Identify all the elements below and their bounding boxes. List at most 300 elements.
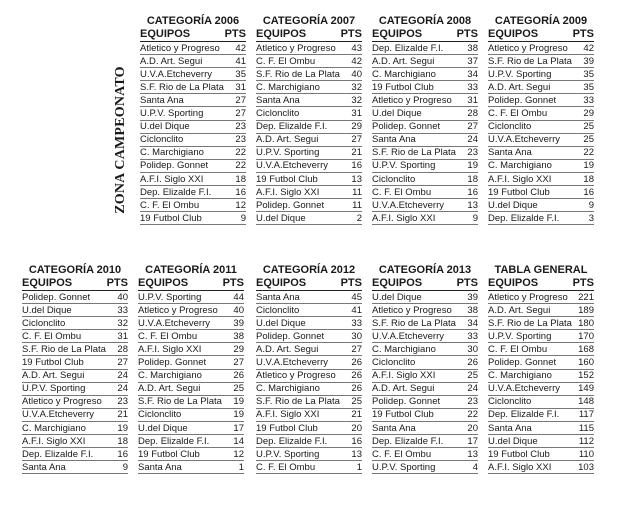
- team-name: U.V.A.Etcheverry: [372, 330, 444, 342]
- team-name: U.P.V. Sporting: [140, 108, 204, 120]
- team-name: Santa Ana: [140, 94, 184, 106]
- table-row: [488, 160, 594, 173]
- table-row: [488, 461, 594, 474]
- team-points: 21: [351, 147, 362, 159]
- team-name: S.F. Rio de La Plata: [372, 147, 456, 159]
- table-row: [256, 448, 362, 461]
- team-points: 19: [233, 396, 244, 408]
- team-name: A.D. Art. Segui: [140, 55, 203, 67]
- team-points: 22: [467, 409, 478, 421]
- table-row: [22, 409, 128, 422]
- team-name: A.F.I. Siglo XXI: [256, 186, 320, 198]
- team-points: 22: [235, 160, 246, 172]
- table-row: [138, 461, 244, 474]
- team-points: 18: [235, 173, 246, 185]
- team-points: 38: [467, 42, 478, 54]
- team-points: 29: [351, 121, 362, 133]
- table-row: [488, 134, 594, 147]
- team-name: Ciclonclito: [256, 304, 300, 316]
- team-points: 103: [578, 461, 594, 473]
- table-row: [488, 356, 594, 369]
- team-name: Santa Ana: [22, 461, 66, 473]
- team-points: 19: [117, 422, 128, 434]
- team-points: 40: [233, 304, 244, 316]
- team-points: 33: [351, 317, 362, 329]
- team-points: 12: [233, 448, 244, 460]
- team-name: U.del Dique: [488, 199, 538, 211]
- table-title: TABLA GENERAL: [494, 264, 588, 276]
- team-name: Dep. Elizalde F.I.: [256, 435, 328, 447]
- team-points: 32: [351, 81, 362, 93]
- table-header: [138, 277, 244, 291]
- team-name: U.P.V. Sporting: [138, 291, 202, 303]
- table-row: [140, 134, 246, 147]
- table-row: [140, 94, 246, 107]
- table-row: [140, 81, 246, 94]
- team-points: 16: [235, 186, 246, 198]
- team-points: 19: [583, 160, 594, 172]
- table-row: [372, 68, 478, 81]
- table-row: [488, 107, 594, 120]
- table-row: [256, 330, 362, 343]
- table-row: [488, 42, 594, 55]
- team-points: 9: [240, 212, 246, 224]
- table-header: [488, 28, 594, 42]
- team-points: 31: [235, 81, 246, 93]
- team-points: 25: [583, 121, 594, 133]
- team-points: 34: [467, 68, 478, 80]
- team-name: 19 Futbol Club: [372, 409, 434, 421]
- team-name: Polidep. Gonnet: [488, 94, 557, 106]
- table-row: [22, 330, 128, 343]
- table-row: [256, 343, 362, 356]
- team-name: U.P.V. Sporting: [372, 461, 436, 473]
- team-points: 16: [117, 448, 128, 460]
- team-points: 180: [578, 317, 594, 329]
- table-row: [256, 173, 362, 186]
- team-points: 21: [351, 409, 362, 421]
- table-row: [372, 435, 478, 448]
- team-points: 16: [467, 186, 478, 198]
- table-row: [22, 435, 128, 448]
- team-name: U.V.A.Etcheverry: [140, 68, 212, 80]
- team-name: 19 Futbol Club: [22, 357, 84, 369]
- table-row: [22, 383, 128, 396]
- team-name: U.V.A.Etcheverry: [22, 409, 94, 421]
- table-row: [140, 147, 246, 160]
- team-points: 13: [467, 448, 478, 460]
- team-points: 33: [467, 330, 478, 342]
- team-points: 43: [351, 42, 362, 54]
- team-points: 42: [351, 55, 362, 67]
- team-points: 35: [583, 68, 594, 80]
- table-row: [22, 448, 128, 461]
- table-row: [488, 383, 594, 396]
- table-header: [22, 277, 128, 291]
- team-points: 189: [578, 304, 594, 316]
- team-name: C. F. El Ombu: [488, 108, 548, 120]
- team-points: 23: [235, 134, 246, 146]
- team-points: 117: [578, 409, 594, 421]
- team-points: 13: [351, 173, 362, 185]
- team-name: U.del Dique: [22, 304, 72, 316]
- table-row: [140, 107, 246, 120]
- table-row: [372, 121, 478, 134]
- team-name: 19 Futbol Club: [140, 212, 202, 224]
- team-points: 31: [117, 330, 128, 342]
- team-points: 21: [117, 409, 128, 421]
- team-name: U.P.V. Sporting: [22, 383, 86, 395]
- team-name: Santa Ana: [488, 422, 532, 434]
- table-row: [372, 304, 478, 317]
- table-row: [488, 212, 594, 225]
- table-row: [372, 212, 478, 225]
- points-column-header: PTS: [340, 277, 362, 289]
- team-points: 41: [351, 304, 362, 316]
- table-row: [256, 199, 362, 212]
- table-row: [256, 212, 362, 225]
- table-row: [138, 435, 244, 448]
- table-row: [372, 356, 478, 369]
- team-name: C. F. El Ombu: [22, 330, 82, 342]
- team-name: U.del Dique: [256, 317, 306, 329]
- team-column-header: EQUIPOS: [256, 277, 307, 289]
- table-row: [256, 160, 362, 173]
- team-points: 22: [583, 147, 594, 159]
- team-name: Dep. Elizalde F.I.: [488, 212, 560, 224]
- team-points: 26: [467, 357, 478, 369]
- team-name: Dep. Elizalde F.I.: [256, 121, 328, 133]
- table-row: [256, 68, 362, 81]
- team-name: C. Marchigiano: [140, 147, 204, 159]
- team-points: 27: [235, 108, 246, 120]
- team-points: 31: [467, 94, 478, 106]
- team-name: Ciclonclito: [488, 121, 532, 133]
- team-points: 16: [583, 186, 594, 198]
- zona-campeonato-text: ZONA CAMPEONATO: [113, 66, 129, 214]
- team-name: Dep. Elizalde F.I.: [140, 186, 212, 198]
- table-row: [138, 409, 244, 422]
- team-points: 17: [467, 435, 478, 447]
- table-row: [256, 55, 362, 68]
- team-points: 33: [583, 94, 594, 106]
- table-row: [488, 173, 594, 186]
- table-title: CATEGORÍA 2006: [146, 15, 240, 27]
- team-name: U.del Dique: [488, 435, 538, 447]
- team-points: 27: [235, 94, 246, 106]
- team-name: U.P.V. Sporting: [488, 68, 552, 80]
- table-row: [372, 317, 478, 330]
- team-name: C. Marchigiano: [372, 343, 436, 355]
- team-name: Santa Ana: [488, 147, 532, 159]
- team-points: 38: [233, 330, 244, 342]
- table-row: [488, 147, 594, 160]
- table-row: [488, 396, 594, 409]
- team-points: 44: [233, 291, 244, 303]
- team-points: 14: [233, 435, 244, 447]
- team-name: A.D. Art. Segui: [372, 383, 435, 395]
- team-points: 20: [351, 422, 362, 434]
- team-column-header: EQUIPOS: [372, 277, 423, 289]
- team-points: 1: [356, 461, 362, 473]
- team-points: 34: [467, 317, 478, 329]
- team-name: U.del Dique: [140, 121, 190, 133]
- team-points: 27: [351, 134, 362, 146]
- table-row: [372, 134, 478, 147]
- team-name: Santa Ana: [256, 94, 300, 106]
- table-row: [140, 212, 246, 225]
- team-points: 33: [467, 81, 478, 93]
- table-title: CATEGORÍA 2013: [378, 264, 472, 276]
- team-points: 30: [351, 330, 362, 342]
- table-row: [372, 370, 478, 383]
- team-points: 24: [117, 370, 128, 382]
- points-column-header: PTS: [572, 277, 594, 289]
- team-points: 25: [233, 383, 244, 395]
- team-name: C. F. El Ombu: [256, 461, 316, 473]
- team-name: C. Marchigiano: [22, 422, 86, 434]
- team-points: 26: [351, 370, 362, 382]
- team-name: A.D. Art. Segui: [372, 55, 435, 67]
- team-name: A.D. Art. Segui: [488, 304, 551, 316]
- team-points: 40: [117, 291, 128, 303]
- table-row: [256, 409, 362, 422]
- table-row: [488, 291, 594, 304]
- team-points: 35: [235, 68, 246, 80]
- table-row: [488, 435, 594, 448]
- team-points: 26: [351, 383, 362, 395]
- team-name: Ciclonclito: [488, 396, 532, 408]
- team-name: A.F.I. Siglo XXI: [488, 173, 552, 185]
- team-name: C. F. El Ombu: [140, 199, 200, 211]
- team-name: Dep. Elizalde F.I.: [372, 42, 444, 54]
- team-name: S.F. Rio de La Plata: [372, 317, 456, 329]
- team-points: 23: [235, 121, 246, 133]
- team-name: 19 Futbol Club: [372, 81, 434, 93]
- team-points: 31: [351, 108, 362, 120]
- team-name: Polidep. Gonnet: [488, 357, 557, 369]
- team-name: S.F. Rio de La Plata: [140, 81, 224, 93]
- points-column-header: PTS: [222, 277, 244, 289]
- table-title: CATEGORÍA 2009: [494, 15, 588, 27]
- table-row: [138, 422, 244, 435]
- table-row: [256, 370, 362, 383]
- team-name: U.del Dique: [372, 291, 422, 303]
- team-points: 35: [583, 81, 594, 93]
- table-row: [372, 409, 478, 422]
- standings-table: [256, 264, 362, 474]
- team-name: U.del Dique: [138, 422, 188, 434]
- standings-table: [372, 264, 478, 474]
- table-row: [488, 68, 594, 81]
- table-row: [256, 94, 362, 107]
- team-name: 19 Futbol Club: [256, 173, 318, 185]
- table-header: [488, 277, 594, 291]
- team-points: 24: [117, 383, 128, 395]
- team-points: 18: [117, 435, 128, 447]
- team-points: 26: [233, 370, 244, 382]
- team-name: A.F.I. Siglo XXI: [372, 370, 436, 382]
- team-name: A.D. Art. Segui: [22, 370, 85, 382]
- table-row: [488, 81, 594, 94]
- team-points: 27: [351, 343, 362, 355]
- team-name: C. F. El Ombu: [138, 330, 198, 342]
- table-row: [372, 107, 478, 120]
- team-name: Dep. Elizalde F.I.: [488, 409, 560, 421]
- table-row: [256, 396, 362, 409]
- team-points: 9: [122, 461, 128, 473]
- team-points: 17: [233, 422, 244, 434]
- table-row: [488, 370, 594, 383]
- table-header: [140, 28, 246, 42]
- standings-table: [256, 15, 362, 225]
- team-name: Ciclonclito: [256, 108, 300, 120]
- table-row: [140, 42, 246, 55]
- table-row: [256, 291, 362, 304]
- team-name: Ciclonclito: [372, 173, 416, 185]
- table-row: [372, 343, 478, 356]
- team-points: 23: [467, 147, 478, 159]
- standings-table: [372, 15, 478, 225]
- team-name: Polidep. Gonnet: [372, 396, 441, 408]
- table-row: [488, 121, 594, 134]
- team-points: 28: [467, 108, 478, 120]
- team-points: 23: [467, 396, 478, 408]
- table-row: [372, 330, 478, 343]
- table-row: [138, 396, 244, 409]
- team-name: C. Marchigiano: [488, 160, 552, 172]
- table-row: [138, 448, 244, 461]
- team-name: Polidep. Gonnet: [140, 160, 209, 172]
- table-row: [22, 461, 128, 474]
- table-row: [372, 396, 478, 409]
- team-points: 42: [583, 42, 594, 54]
- team-name: 19 Futbol Club: [488, 186, 550, 198]
- team-name: Ciclonclito: [372, 357, 416, 369]
- points-column-header: PTS: [456, 277, 478, 289]
- table-title: CATEGORÍA 2007: [262, 15, 356, 27]
- table-row: [256, 356, 362, 369]
- team-name: S.F. Rio de La Plata: [256, 396, 340, 408]
- team-name: Ciclonclito: [22, 317, 66, 329]
- team-name: A.F.I. Siglo XXI: [140, 173, 204, 185]
- team-name: A.D. Art. Segui: [256, 134, 319, 146]
- team-points: 24: [467, 134, 478, 146]
- table-row: [488, 199, 594, 212]
- team-column-header: EQUIPOS: [22, 277, 73, 289]
- table-row: [22, 304, 128, 317]
- points-column-header: PTS: [456, 28, 478, 40]
- team-points: 9: [472, 212, 478, 224]
- table-row: [138, 343, 244, 356]
- table-row: [372, 186, 478, 199]
- table-row: [140, 173, 246, 186]
- team-column-header: EQUIPOS: [372, 28, 423, 40]
- table-row: [140, 186, 246, 199]
- team-points: 149: [578, 383, 594, 395]
- team-name: S.F. Rio de La Plata: [488, 317, 572, 329]
- team-name: 19 Futbol Club: [256, 422, 318, 434]
- team-points: 16: [351, 160, 362, 172]
- table-row: [140, 199, 246, 212]
- team-name: U.P.V. Sporting: [256, 448, 320, 460]
- table-row: [372, 94, 478, 107]
- team-name: S.F. Rio de La Plata: [488, 55, 572, 67]
- team-name: Atletico y Progreso: [488, 291, 568, 303]
- team-name: U.V.A.Etcheverry: [256, 357, 328, 369]
- table-row: [256, 186, 362, 199]
- team-points: 41: [235, 55, 246, 67]
- team-name: C. Marchigiano: [488, 370, 552, 382]
- team-name: A.F.I. Siglo XXI: [256, 409, 320, 421]
- table-row: [488, 304, 594, 317]
- table-row: [22, 291, 128, 304]
- team-points: 32: [117, 317, 128, 329]
- team-points: 168: [578, 343, 594, 355]
- team-name: Atletico y Progreso: [488, 42, 568, 54]
- team-points: 18: [583, 173, 594, 185]
- team-points: 13: [467, 199, 478, 211]
- team-name: C. F. El Ombu: [372, 448, 432, 460]
- team-points: 26: [351, 357, 362, 369]
- team-points: 45: [351, 291, 362, 303]
- team-points: 20: [467, 422, 478, 434]
- team-points: 11: [352, 186, 362, 198]
- team-name: Polidep. Gonnet: [256, 199, 325, 211]
- team-points: 29: [233, 343, 244, 355]
- team-points: 28: [117, 343, 128, 355]
- team-name: U.P.V. Sporting: [488, 330, 552, 342]
- team-name: Polidep. Gonnet: [22, 291, 91, 303]
- team-points: 33: [117, 304, 128, 316]
- team-points: 13: [351, 448, 362, 460]
- team-name: A.D. Art. Segui: [256, 343, 319, 355]
- team-name: A.F.I. Siglo XXI: [372, 212, 436, 224]
- team-points: 18: [467, 173, 478, 185]
- table-row: [256, 317, 362, 330]
- team-points: 29: [583, 108, 594, 120]
- team-name: Atletico y Progreso: [22, 396, 102, 408]
- table-row: [372, 422, 478, 435]
- team-points: 39: [583, 55, 594, 67]
- team-name: Polidep. Gonnet: [372, 121, 441, 133]
- table-row: [488, 422, 594, 435]
- table-header: [256, 28, 362, 42]
- table-header: [372, 28, 478, 42]
- team-points: 160: [578, 357, 594, 369]
- team-name: U.V.A.Etcheverry: [256, 160, 328, 172]
- table-row: [256, 134, 362, 147]
- points-column-header: PTS: [572, 28, 594, 40]
- team-points: 42: [235, 42, 246, 54]
- standings-table: [488, 264, 594, 474]
- table-row: [372, 147, 478, 160]
- team-points: 27: [233, 357, 244, 369]
- team-column-header: EQUIPOS: [488, 28, 539, 40]
- table-row: [372, 199, 478, 212]
- team-name: Atletico y Progreso: [372, 94, 452, 106]
- team-points: 39: [233, 317, 244, 329]
- team-points: 9: [588, 199, 594, 211]
- team-points: 16: [351, 435, 362, 447]
- team-points: 4: [472, 461, 478, 473]
- team-name: A.F.I. Siglo XXI: [488, 461, 552, 473]
- table-row: [488, 55, 594, 68]
- team-name: A.D. Art. Segui: [138, 383, 201, 395]
- team-name: Dep. Elizalde F.I.: [138, 435, 210, 447]
- table-row: [140, 121, 246, 134]
- points-column-header: PTS: [340, 28, 362, 40]
